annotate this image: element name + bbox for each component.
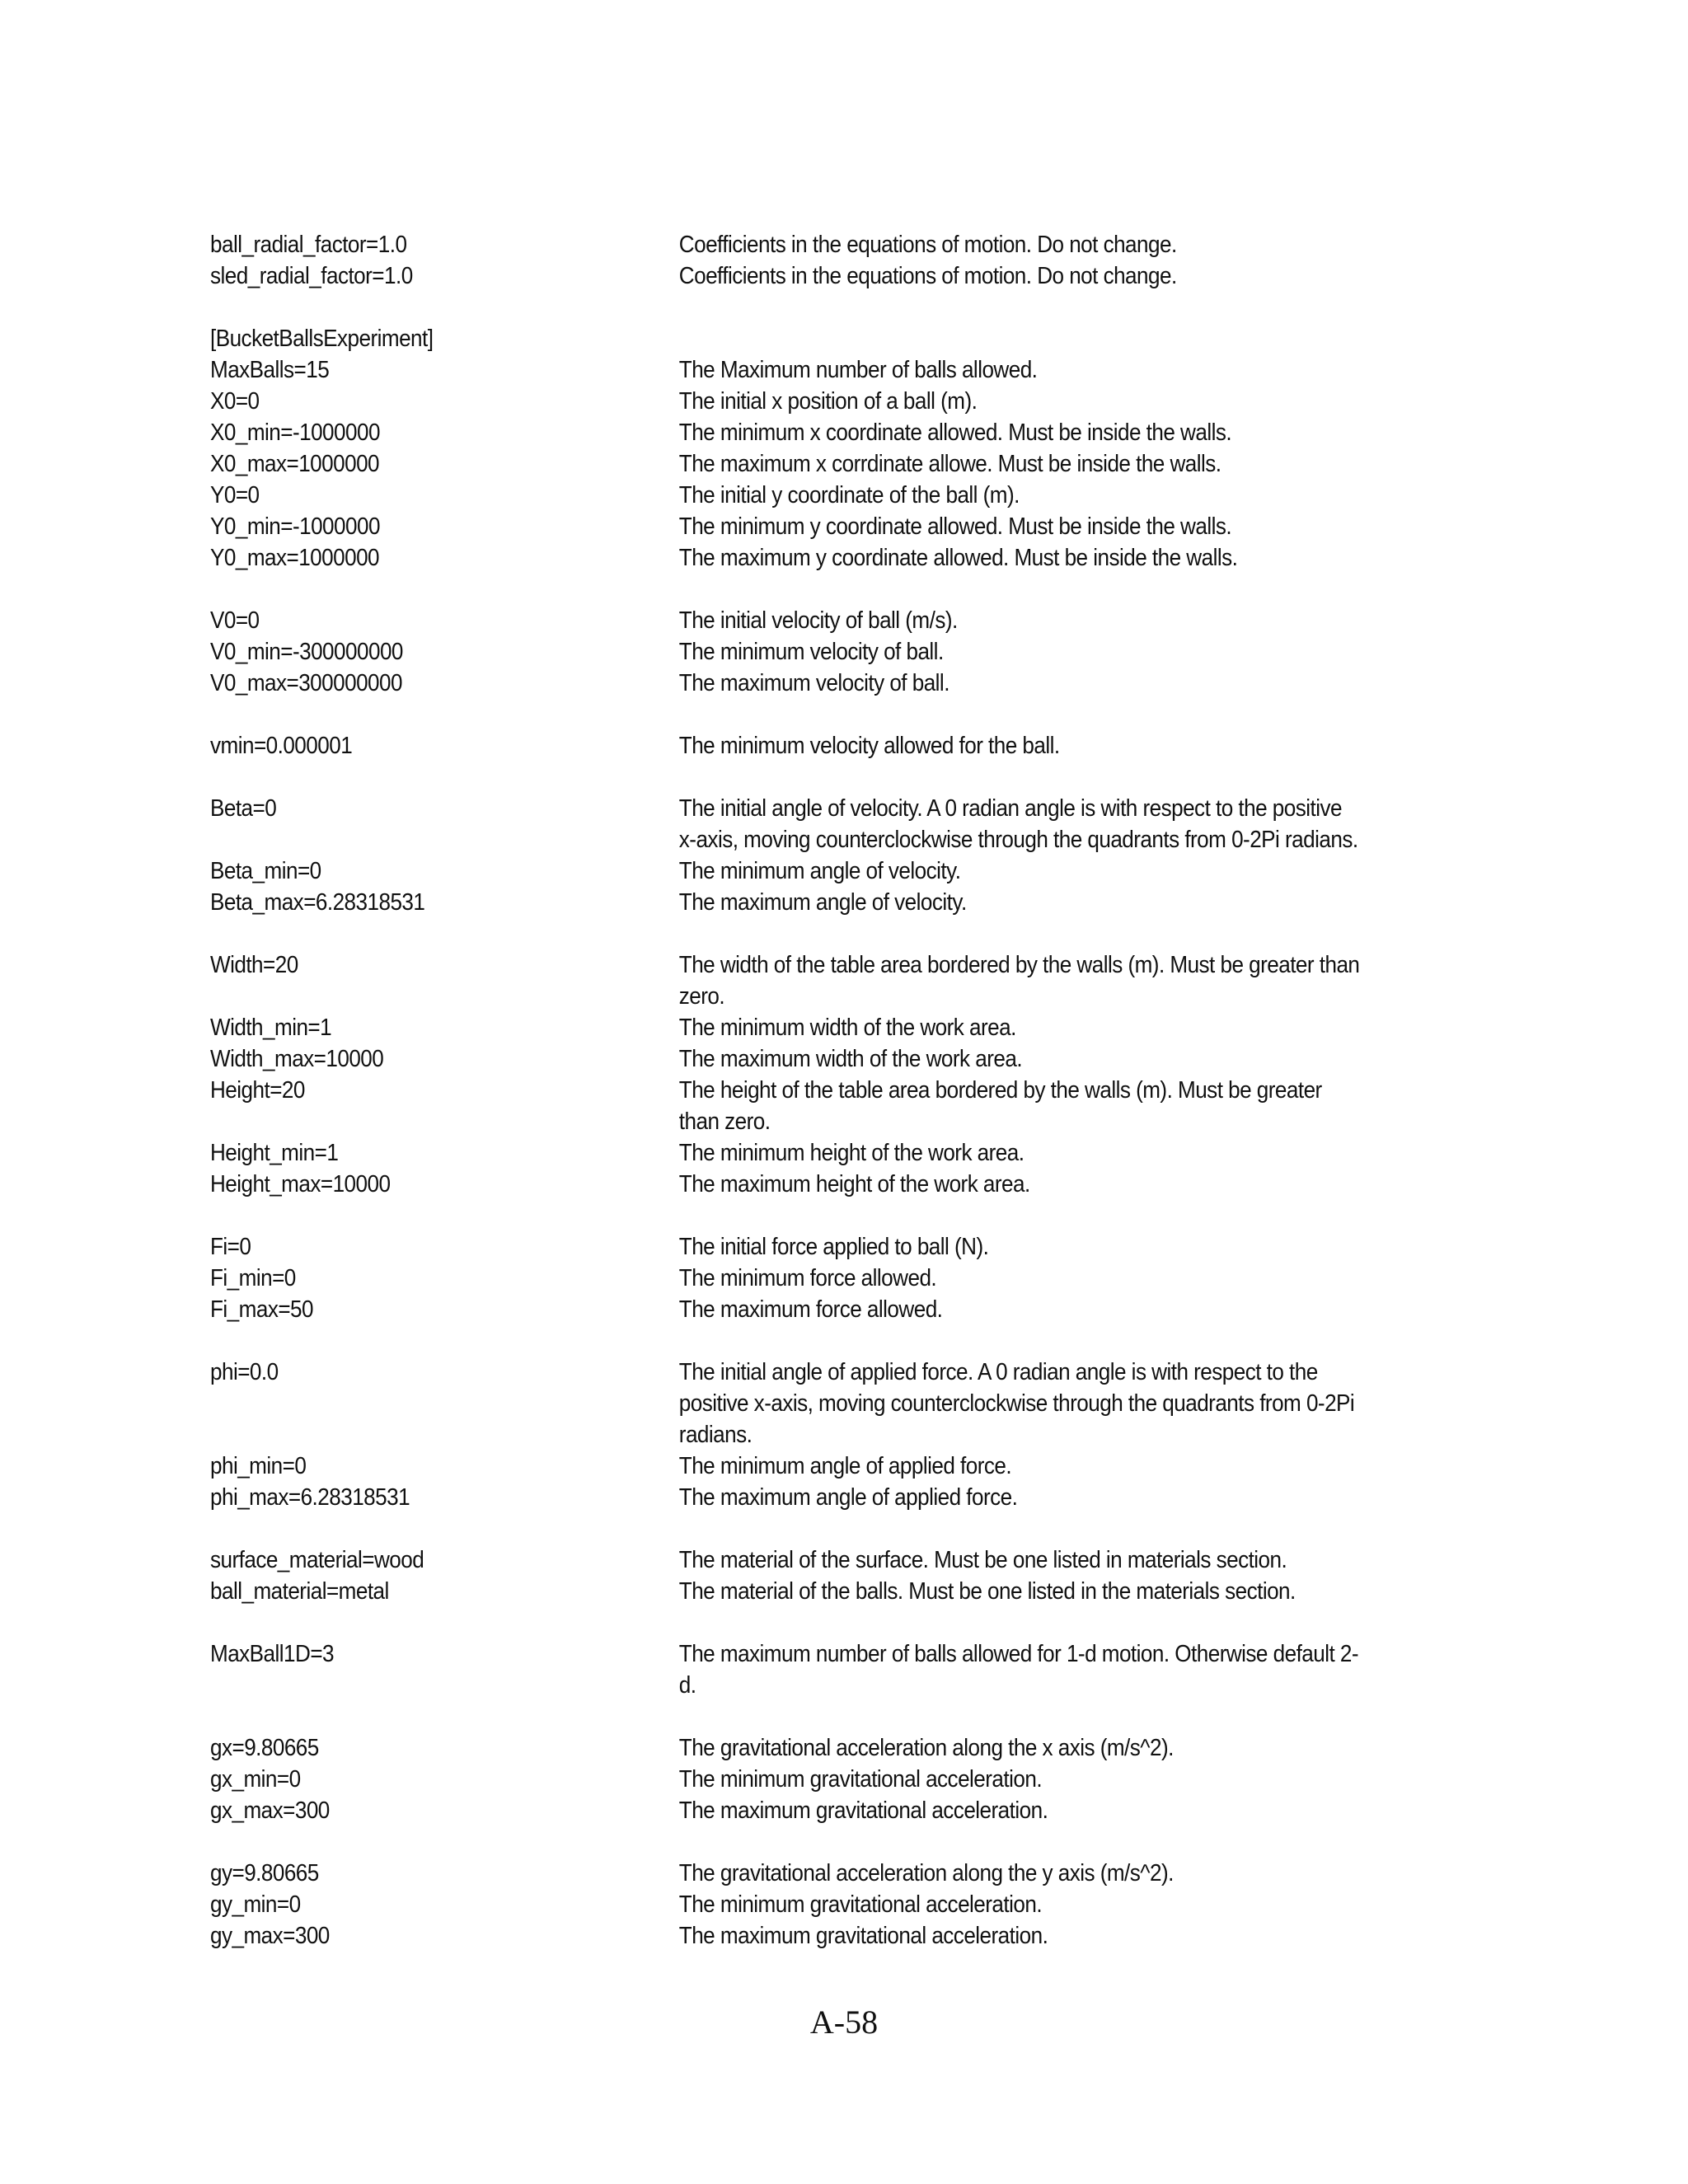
parameter-row — [210, 793, 1367, 855]
parameter-row — [210, 668, 1367, 699]
parameter-description: Coefficients in the equations of motion. Do not change. — [678, 263, 1177, 289]
parameter-description: The material of the surface. Must be one listed in materials section. — [678, 1547, 1287, 1573]
parameter-description: The maximum velocity of ball. — [678, 670, 950, 696]
parameter-key: Y0=0 — [210, 482, 260, 509]
parameter-description: The minimum gravitational acceleration. — [678, 1891, 1043, 1918]
parameter-row — [210, 1764, 1367, 1795]
parameter-key: MaxBalls=15 — [210, 357, 330, 383]
parameter-key: gx=9.80665 — [210, 1735, 319, 1761]
section-spacer — [210, 574, 1367, 605]
parameter-key: gx_min=0 — [210, 1766, 301, 1793]
section-spacer — [210, 762, 1367, 793]
parameter-description: The minimum angle of velocity. — [678, 858, 961, 884]
parameter-description: The material of the balls. Must be one listed in the materials section. — [678, 1578, 1296, 1605]
section-spacer — [210, 292, 1367, 323]
parameter-row — [210, 1638, 1367, 1701]
parameter-description: The initial force applied to ball (N). — [678, 1234, 989, 1260]
parameter-row — [210, 1294, 1367, 1325]
parameter-key: V0=0 — [210, 607, 260, 634]
parameter-row — [210, 354, 1367, 386]
parameter-row — [210, 1012, 1367, 1043]
parameter-description: The minimum width of the work area. — [678, 1015, 1016, 1041]
parameter-description: The minimum height of the work area. — [678, 1140, 1025, 1166]
parameter-key: Width=20 — [210, 952, 298, 978]
parameter-row — [210, 887, 1367, 918]
parameter-row — [210, 417, 1367, 448]
parameter-row — [210, 730, 1367, 762]
parameter-listing — [210, 229, 1367, 1952]
parameter-key: ball_radial_factor=1.0 — [210, 232, 407, 258]
parameter-row — [210, 542, 1367, 574]
parameter-key: X0_min=-1000000 — [210, 419, 380, 446]
parameter-key: Width_max=10000 — [210, 1046, 384, 1072]
parameter-row — [210, 1075, 1367, 1137]
parameter-key: phi_max=6.28318531 — [210, 1484, 410, 1511]
parameter-key: Beta_min=0 — [210, 858, 321, 884]
parameter-row — [210, 1544, 1367, 1576]
parameter-row — [210, 1732, 1367, 1764]
parameter-row — [210, 1482, 1367, 1513]
parameter-description: The maximum x corrdinate allowe. Must be inside the walls. — [678, 451, 1221, 477]
parameter-row — [210, 605, 1367, 636]
parameter-description: The Maximum number of balls allowed. — [678, 357, 1038, 383]
parameter-key: Height_min=1 — [210, 1140, 339, 1166]
parameter-key: Width_min=1 — [210, 1015, 332, 1041]
section-spacer — [210, 1325, 1367, 1357]
section-spacer — [210, 1826, 1367, 1858]
parameter-key: Fi=0 — [210, 1234, 251, 1260]
parameter-description: The initial velocity of ball (m/s). — [678, 607, 958, 634]
parameter-description: The minimum force allowed. — [678, 1265, 937, 1291]
parameter-key: MaxBall1D=3 — [210, 1641, 335, 1667]
parameter-description: The gravitational acceleration along the y axis (m/s^2). — [678, 1860, 1174, 1886]
parameter-key: V0_max=300000000 — [210, 670, 403, 696]
parameter-key: phi_min=0 — [210, 1453, 307, 1479]
section-spacer — [210, 1607, 1367, 1638]
parameter-row — [210, 1169, 1367, 1200]
parameter-description: The maximum width of the work area. — [678, 1046, 1023, 1072]
parameter-key: gy_min=0 — [210, 1891, 301, 1918]
parameter-key: X0_max=1000000 — [210, 451, 380, 477]
parameter-key: Beta_max=6.28318531 — [210, 889, 425, 916]
parameter-key: X0=0 — [210, 388, 260, 415]
parameter-row — [210, 448, 1367, 480]
parameter-key: Beta=0 — [210, 795, 277, 822]
parameter-key: Y0_min=-1000000 — [210, 513, 380, 540]
parameter-row — [210, 1858, 1367, 1889]
parameter-row — [210, 1357, 1367, 1451]
parameter-description: The minimum y coordinate allowed. Must be inside the walls. — [678, 513, 1232, 540]
parameter-key: phi=0.0 — [210, 1359, 279, 1385]
parameter-description: The maximum force allowed. — [678, 1296, 943, 1323]
parameter-description: The maximum gravitational acceleration. — [678, 1923, 1048, 1949]
parameter-description: The gravitational acceleration along the x axis (m/s^2). — [678, 1735, 1174, 1761]
parameter-row — [210, 323, 1367, 354]
parameter-description: The minimum velocity of ball. — [678, 639, 944, 665]
parameter-description: The initial y coordinate of the ball (m). — [678, 482, 1020, 509]
parameter-description: The height of the table area bordered by the walls (m). Must be greater than zero. — [678, 1077, 1322, 1135]
parameter-description: The initial x position of a ball (m). — [678, 388, 978, 415]
parameter-description: The minimum angle of applied force. — [678, 1453, 1012, 1479]
section-spacer — [210, 1513, 1367, 1544]
parameter-key: Height_max=10000 — [210, 1171, 391, 1197]
parameter-key: surface_material=wood — [210, 1547, 424, 1573]
parameter-row — [210, 1231, 1367, 1263]
parameter-description: Coefficients in the equations of motion. Do not change. — [678, 232, 1177, 258]
parameter-description: The width of the table area bordered by the walls (m). Must be greater than zero. — [678, 952, 1360, 1010]
parameter-description: The maximum number of balls allowed for 1-d motion. Otherwise default 2-d. — [678, 1641, 1359, 1699]
parameter-row — [210, 949, 1367, 1012]
parameter-row — [210, 1043, 1367, 1075]
section-spacer — [210, 918, 1367, 949]
parameter-description: The minimum x coordinate allowed. Must be inside the walls. — [678, 419, 1232, 446]
section-spacer — [210, 699, 1367, 730]
parameter-row — [210, 1576, 1367, 1607]
parameter-row — [210, 1137, 1367, 1169]
parameter-description: The maximum angle of velocity. — [678, 889, 967, 916]
parameter-key: Y0_max=1000000 — [210, 545, 380, 571]
parameter-row — [210, 1795, 1367, 1826]
page-number: A-58 — [809, 2004, 879, 2041]
parameter-key: [BucketBallsExperiment] — [210, 326, 434, 352]
parameter-key: gx_max=300 — [210, 1797, 330, 1824]
parameter-key: vmin=0.000001 — [210, 733, 353, 759]
parameter-row — [210, 1889, 1367, 1920]
parameter-row — [210, 636, 1367, 668]
parameter-key: Height=20 — [210, 1077, 305, 1104]
parameter-row — [210, 260, 1367, 292]
parameter-key: sled_radial_factor=1.0 — [210, 263, 413, 289]
section-spacer — [210, 1200, 1367, 1231]
parameter-key: V0_min=-300000000 — [210, 639, 403, 665]
parameter-row — [210, 480, 1367, 511]
parameter-row — [210, 855, 1367, 887]
parameter-key: Fi_max=50 — [210, 1296, 313, 1323]
parameter-row — [210, 1451, 1367, 1482]
parameter-row — [210, 1263, 1367, 1294]
parameter-row — [210, 229, 1367, 260]
parameter-key: Fi_min=0 — [210, 1265, 296, 1291]
parameter-row — [210, 1920, 1367, 1952]
parameter-key: gy_max=300 — [210, 1923, 330, 1949]
parameter-row — [210, 511, 1367, 542]
parameter-description: The maximum y coordinate allowed. Must be inside the walls. — [678, 545, 1238, 571]
parameter-key: gy=9.80665 — [210, 1860, 319, 1886]
parameter-description: The minimum gravitational acceleration. — [678, 1766, 1043, 1793]
parameter-description: The initial angle of applied force. A 0 radian angle is with respect to the positive x-axis, moving counterclockwise through the quadrants from 0-2Pi radians. — [678, 1359, 1355, 1448]
parameter-description: The maximum gravitational acceleration. — [678, 1797, 1048, 1824]
section-spacer — [210, 1701, 1367, 1732]
parameter-description: The maximum height of the work area. — [678, 1171, 1030, 1197]
parameter-key: ball_material=metal — [210, 1578, 389, 1605]
parameter-row — [210, 386, 1367, 417]
parameter-description: The maximum angle of applied force. — [678, 1484, 1018, 1511]
parameter-description: The initial angle of velocity. A 0 radian angle is with respect to the positive x-axis, moving counterclockwise through the quadrants from 0-2Pi radians. — [678, 795, 1358, 853]
parameter-description: The minimum velocity allowed for the ball. — [678, 733, 1060, 759]
